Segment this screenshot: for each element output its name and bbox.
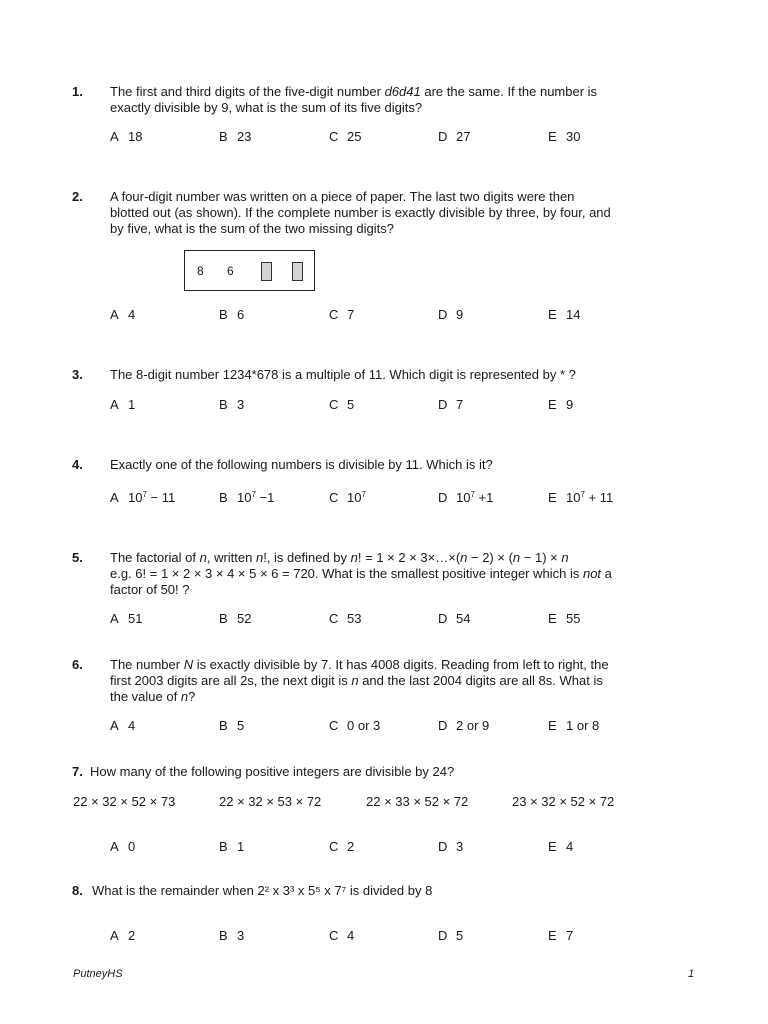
q1-variable: d6d41 <box>384 84 421 99</box>
q5-line-3: factor of 50! ? <box>110 582 190 597</box>
q3-option-d: D 7 <box>438 397 464 412</box>
q4-option-c: C $10^7$ <box>329 490 366 505</box>
q7-option-a: A 0 <box>110 839 136 854</box>
q2-option-d: D 9 <box>438 307 464 322</box>
q6-number: 6. <box>72 657 83 672</box>
q7-option-e: E 4 <box>548 839 574 854</box>
q2-line-3: by five, what is the sum of the two missing digits? <box>110 221 394 236</box>
q1-option-b: B 23 <box>219 129 252 144</box>
q8-option-b: B 3 <box>219 928 245 943</box>
q7-option-b: B 1 <box>219 839 245 854</box>
q2-option-a: A 4 <box>110 307 136 322</box>
q6-line-3: the value of n? <box>110 689 196 704</box>
q3-option-e: E 9 <box>548 397 574 412</box>
q8-option-e: E 7 <box>548 928 574 943</box>
q6-line-1: The number N is exactly divisible by 7. It has 4008 digits. Reading from left to right, the <box>110 657 609 672</box>
q1-number: 1. <box>72 84 83 99</box>
q5-option-c: C 53 <box>329 611 362 626</box>
q7-product-3: 22 × 33 × 52 × 72 <box>366 794 469 809</box>
blotted-digit-1 <box>261 262 272 281</box>
q5-line-2: e.g. 6! = 1 × 2 × 3 × 4 × 5 × 6 = 720. What is the smallest positive integer which is not a <box>110 566 612 581</box>
q8-option-a: A 2 <box>110 928 136 943</box>
q6-option-b: B 5 <box>219 718 245 733</box>
q4-number: 4. <box>72 457 83 472</box>
box-digit-2: 6 <box>227 264 234 278</box>
q6-option-a: A 4 <box>110 718 136 733</box>
q4-option-b: B $10^7 -1$ <box>219 490 275 505</box>
q3-option-c: C 5 <box>329 397 355 412</box>
q4-option-e: E $10^7 + 11$ <box>548 490 614 505</box>
blotted-number-box <box>184 250 315 291</box>
q5-number: 5. <box>72 550 83 565</box>
q2-number: 2. <box>72 189 83 204</box>
q2-option-e: E 14 <box>548 307 581 322</box>
q6-option-c: C 0 or 3 <box>329 718 381 733</box>
q1-line-2: exactly divisible by 9, what is the sum of its five digits? <box>110 100 423 115</box>
q6-line-2: first 2003 digits are all 2s, the next digit is n and the last 2004 digits are all 8s. What is <box>110 673 603 688</box>
q5-option-e: E 55 <box>548 611 581 626</box>
q8-number: 8. <box>72 883 83 898</box>
footer-school: PutneyHS <box>73 968 123 980</box>
q2-line-1: A four-digit number was written on a piece of paper. The last two digits were then <box>110 189 575 204</box>
q7-number: 7. <box>72 764 83 779</box>
box-digit-1: 8 <box>197 264 204 278</box>
q8-option-c: C 4 <box>329 928 355 943</box>
q2-line-2: blotted out (as shown). If the complete number is exactly divisible by three, by four, and <box>110 205 611 220</box>
q5-option-a: A 51 <box>110 611 143 626</box>
q3-line-1: The 8-digit number 1234*678 is a multiple of 11. Which digit is represented by * ? <box>110 367 576 382</box>
q2-option-c: C 7 <box>329 307 355 322</box>
q7-product-1: 22 × 32 × 52 × 73 <box>73 794 176 809</box>
q5-option-b: B 52 <box>219 611 252 626</box>
q3-number: 3. <box>72 367 83 382</box>
q1-option-e: E 30 <box>548 129 581 144</box>
q7-option-c: C 2 <box>329 839 355 854</box>
footer-page-number: 1 <box>688 968 695 980</box>
q5-line-1: The factorial of n, written n!, is defined by n! = 1 × 2 × 3×…×(n − 2) × (n − 1) × n <box>110 550 569 565</box>
q8-line-1: What is the remainder when 2² x 3³ x 5⁵ x 7⁷ is divided by 8 <box>92 883 433 898</box>
q5-option-d: D 54 <box>438 611 471 626</box>
q4-line-1: Exactly one of the following numbers is divisible by 11. Which is it? <box>110 457 493 472</box>
q1-option-c: C 25 <box>329 129 362 144</box>
blotted-digit-2 <box>292 262 303 281</box>
q7-line-1: How many of the following positive integers are divisible by 24? <box>90 764 455 779</box>
q7-product-2: 22 × 32 × 53 × 72 <box>219 794 322 809</box>
q3-option-b: B 3 <box>219 397 245 412</box>
q7-product-4: 23 × 32 × 52 × 72 <box>512 794 615 809</box>
q8-option-d: D 5 <box>438 928 464 943</box>
q1-option-d: D 27 <box>438 129 471 144</box>
q2-option-b: B 6 <box>219 307 245 322</box>
q4-option-d: D $10^7 +1$ <box>438 490 494 505</box>
q6-option-e: E 1 or 8 <box>548 718 600 733</box>
q3-option-a: A 1 <box>110 397 136 412</box>
q7-option-d: D 3 <box>438 839 464 854</box>
q4-option-a: A $10^7 - 11$ <box>110 490 176 505</box>
q6-option-d: D 2 or 9 <box>438 718 490 733</box>
q1-line-1: The first and third digits of the five-digit number d6d41 are the same. If the number is <box>110 84 598 99</box>
q1-option-a: A 18 <box>110 129 143 144</box>
